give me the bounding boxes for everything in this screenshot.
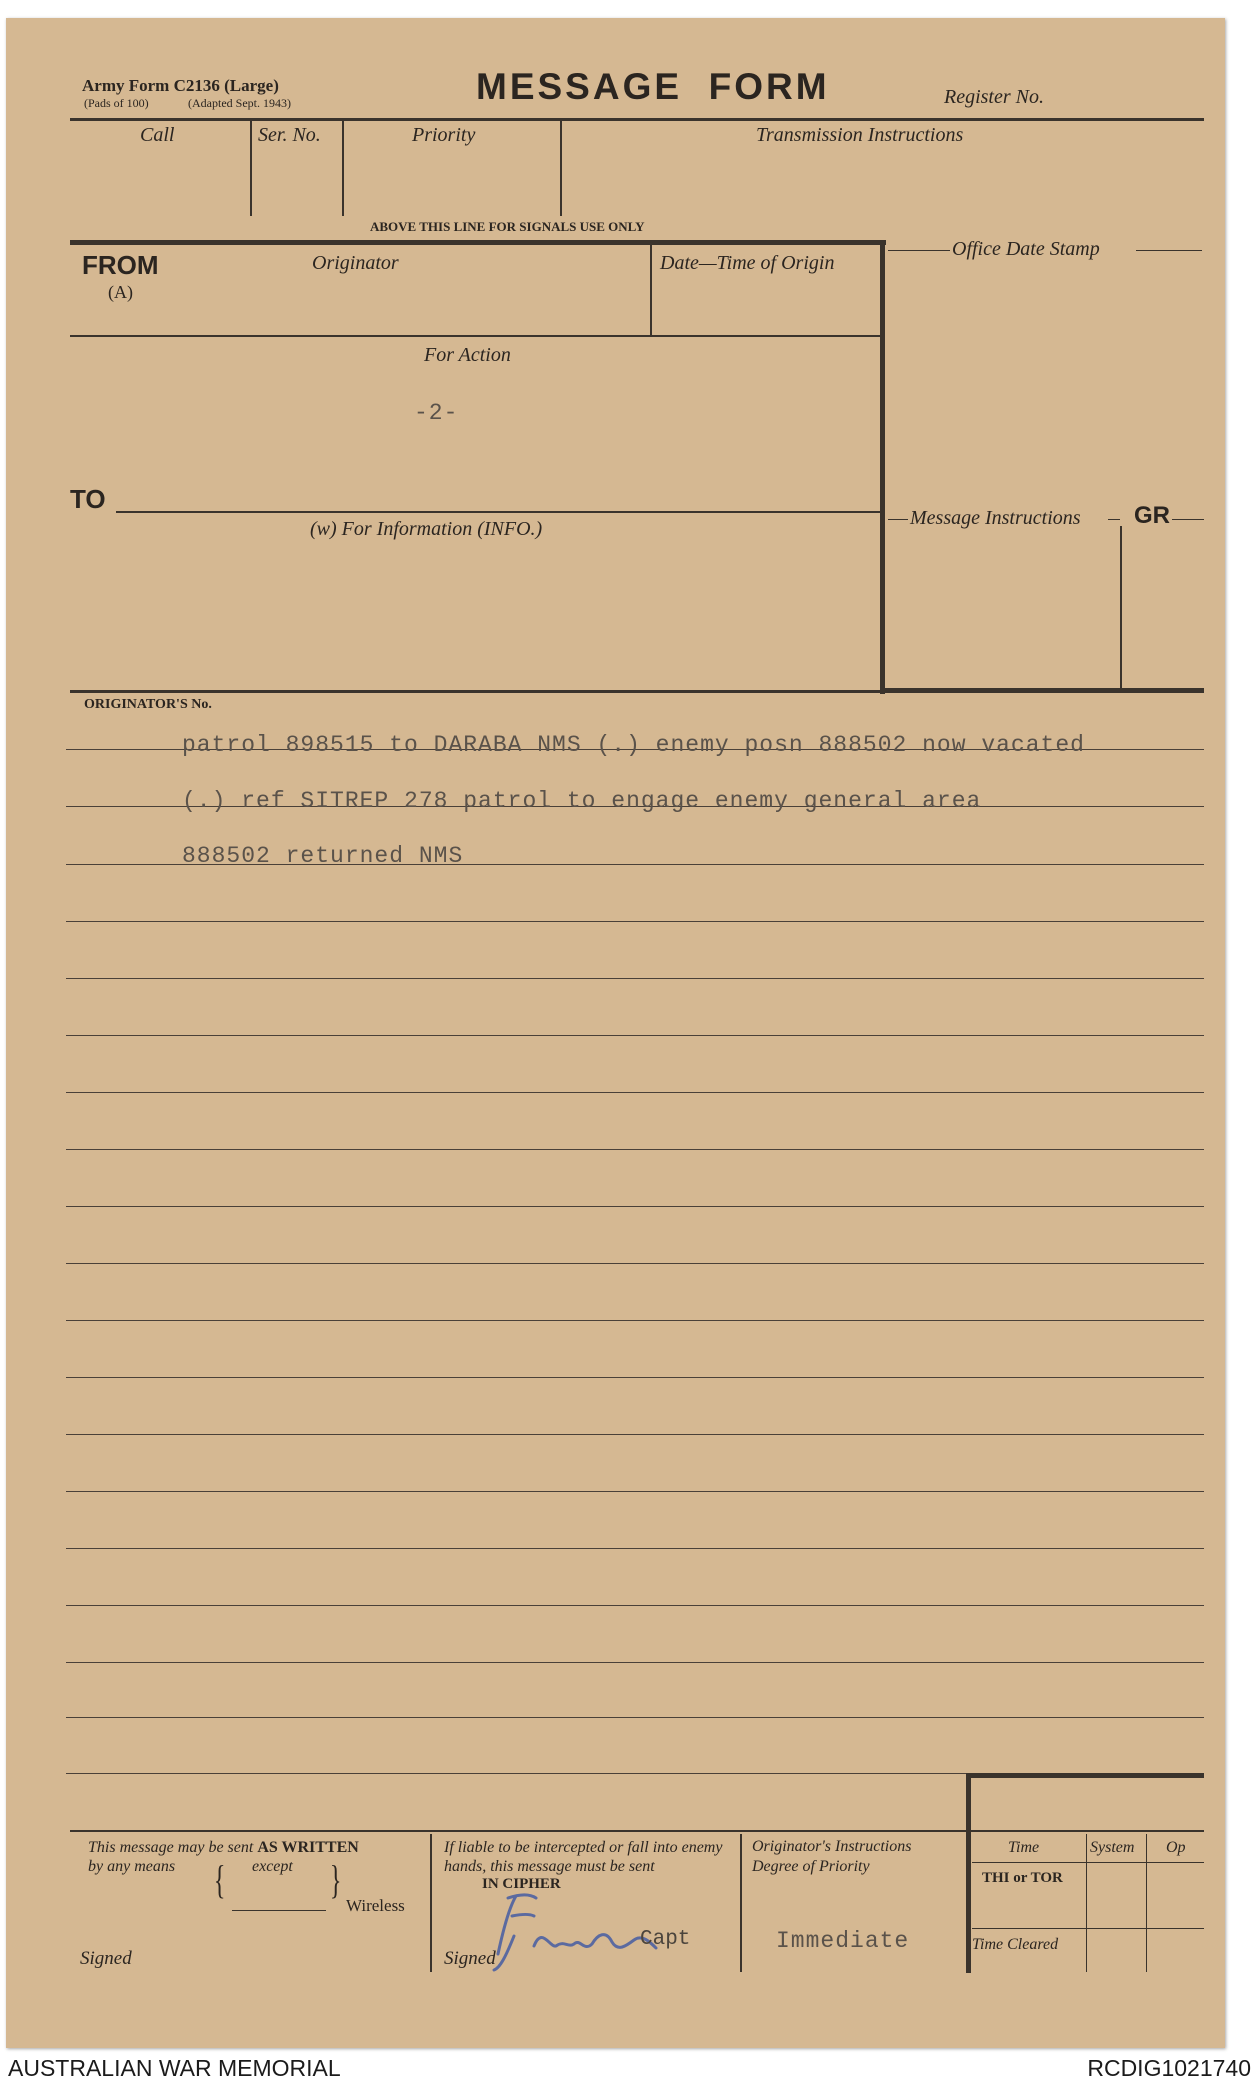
body-rule [66, 1263, 1204, 1264]
transmission-label: Transmission Instructions [756, 124, 964, 146]
call-label: Call [140, 124, 175, 146]
priority-value: Immediate [776, 1928, 910, 1954]
archive-credit: AUSTRALIAN WAR MEMORIAL [8, 2055, 341, 2081]
from-sub-label: (A) [108, 282, 133, 302]
time-box-top-rule [966, 1773, 1204, 1778]
originator-label: Originator [312, 252, 399, 274]
form-title: MESSAGE FORM [476, 66, 830, 107]
archive-id: RCDIG1021740 [1087, 2055, 1251, 2081]
time-mid-rule [972, 1928, 1204, 1929]
body-rule [66, 921, 1204, 922]
main-box-right-edge [880, 240, 885, 694]
body-rule [66, 1092, 1204, 1093]
bottom-divider-1 [430, 1834, 432, 1972]
except-blank [232, 1910, 326, 1911]
except-brace-left: { [213, 1857, 226, 1902]
thi-tor-label: THI or TOR [982, 1870, 1063, 1886]
message-line-2: (.) ref SITREP 278 patrol to engage enemy general area [182, 788, 982, 814]
body-rule [66, 1149, 1204, 1150]
body-rule [66, 1035, 1204, 1036]
message-instructions-label: Message Instructions [910, 507, 1081, 529]
to-label: TO [70, 484, 106, 514]
except-brace-right: } [329, 1857, 342, 1902]
body-rule [66, 1320, 1204, 1321]
time-header-rule [972, 1862, 1204, 1863]
degree-of-priority-label: Degree of Priority [752, 1858, 870, 1875]
from-bottom-rule [70, 335, 882, 337]
register-no-label: Register No. [944, 86, 1044, 108]
body-rule [66, 978, 1204, 979]
time-label: Time [1008, 1839, 1040, 1856]
instructions-rule-left [888, 519, 908, 520]
signature-rank: Capt [640, 1928, 691, 1951]
ser-no-label: Ser. No. [258, 124, 321, 146]
for-action-label: For Action [424, 344, 511, 366]
date-time-divider [650, 244, 652, 336]
date-time-label: Date—Time of Origin [660, 252, 835, 274]
body-rule [66, 1605, 1204, 1606]
stamp-rule-left [888, 250, 950, 251]
above-line-note: ABOVE THIS LINE FOR SIGNALS USE ONLY [370, 219, 645, 234]
as-written-bold: AS WRITTEN [257, 1839, 359, 1856]
instructions-rule-mid [1108, 519, 1120, 520]
for-info-label: (w) For Information (INFO.) [310, 518, 543, 540]
body-rule [66, 1548, 1204, 1549]
originators-instructions-label: Originator's Instructions [752, 1838, 912, 1855]
in-cipher-label: IN CIPHER [482, 1876, 561, 1892]
system-label: System [1090, 1839, 1135, 1856]
time-cleared-label: Time Cleared [972, 1936, 1059, 1953]
message-line-3: 888502 returned NMS [182, 843, 464, 869]
body-rule [66, 1206, 1204, 1207]
as-written-text: This message may be sent [88, 1839, 254, 1856]
gr-rule [1172, 519, 1204, 520]
op-divider [1146, 1834, 1147, 1972]
from-label: FROM [82, 250, 159, 280]
signals-top-rule [70, 118, 1204, 121]
signed-label-left: Signed [80, 1948, 132, 1969]
body-rule [66, 1717, 1204, 1718]
priority-divider [560, 120, 562, 216]
bottom-section-rule [70, 1830, 1204, 1832]
gr-divider [1120, 526, 1122, 688]
system-divider [1086, 1834, 1087, 1972]
wireless-label: Wireless [346, 1896, 405, 1915]
header-bottom-rule [70, 690, 882, 693]
adapted-label: (Adapted Sept. 1943) [188, 96, 291, 110]
body-rule [66, 1434, 1204, 1435]
right-box-bottom-rule [884, 688, 1204, 693]
stamp-rule-right [1136, 250, 1202, 251]
originators-no-label: ORIGINATOR'S No. [84, 697, 212, 712]
pads-label: (Pads of 100) [84, 96, 149, 110]
except-label: except [252, 1858, 293, 1875]
message-form-paper [6, 18, 1225, 2048]
bottom-divider-2 [740, 1834, 742, 1972]
ser-divider [342, 120, 344, 216]
message-line-1: patrol 898515 to DARABA NMS (.) enemy posn 888502 now vacated [182, 732, 1085, 758]
by-any-means: by any means [88, 1858, 176, 1875]
body-rule [66, 1662, 1204, 1663]
for-action-value: -2- [414, 400, 459, 426]
op-label: Op [1166, 1839, 1186, 1856]
priority-label: Priority [412, 124, 476, 146]
army-form-label: Army Form C2136 (Large) [82, 76, 279, 95]
body-rule [66, 1377, 1204, 1378]
gr-label: GR [1134, 502, 1170, 529]
to-rule [116, 511, 882, 513]
signed-label-right: Signed [444, 1948, 496, 1969]
cipher-note: If liable to be intercepted or fall into enemy hands, this message must be sent [444, 1839, 723, 1875]
from-top-rule [70, 240, 886, 245]
call-divider [250, 120, 252, 216]
time-box-left-edge [966, 1773, 971, 1973]
body-rule [66, 1491, 1204, 1492]
office-stamp-label: Office Date Stamp [952, 238, 1100, 260]
as-written-note [88, 1838, 428, 1857]
